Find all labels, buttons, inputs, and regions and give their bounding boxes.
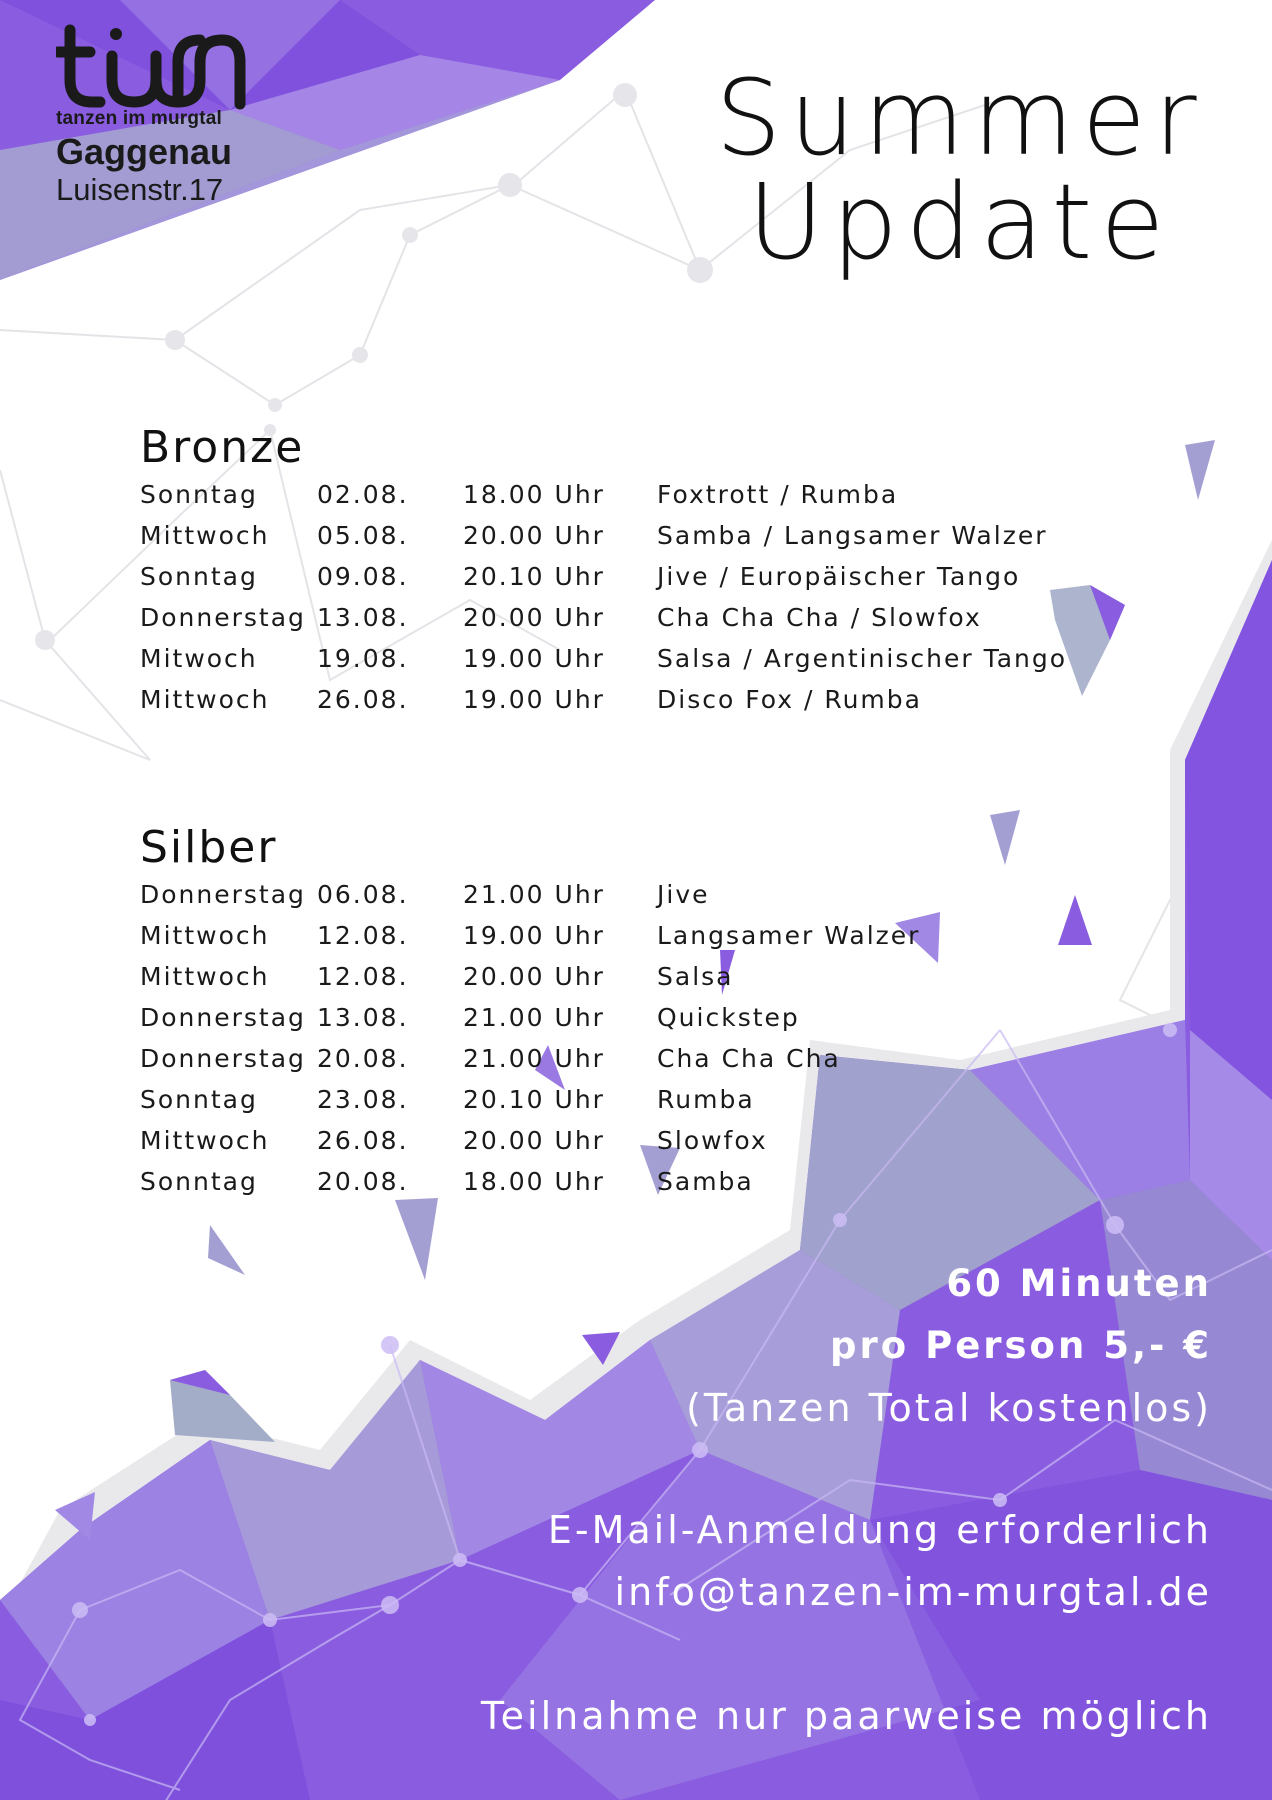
row-time: 21.00 Uhr	[463, 1003, 605, 1032]
silber-heading: Silber	[140, 822, 278, 873]
schedule-row	[140, 562, 1021, 603]
row-date: 19.08.	[317, 644, 409, 673]
row-dance: Samba / Langsamer Walzer	[657, 521, 1048, 550]
bronze-schedule	[140, 420, 1068, 726]
bronze-heading: Bronze	[140, 422, 305, 473]
row-day: Donnerstag	[140, 603, 306, 632]
row-dance: Samba	[657, 1167, 754, 1196]
row-date: 02.08.	[317, 480, 409, 509]
row-date: 12.08.	[317, 921, 409, 950]
signup-text: E-Mail-Anmeldung erforderlich	[547, 1508, 1212, 1552]
row-time: 20.00 Uhr	[463, 1126, 605, 1155]
row-day: Donnerstag	[140, 880, 306, 909]
row-time: 21.00 Uhr	[463, 880, 605, 909]
schedule-row	[140, 480, 899, 521]
schedule-row	[140, 685, 922, 726]
row-time: 18.00 Uhr	[463, 1167, 605, 1196]
row-time: 18.00 Uhr	[463, 480, 605, 509]
schedule-row	[140, 921, 921, 962]
schedule-row	[140, 880, 710, 921]
silber-schedule	[140, 820, 921, 1208]
title-line-2: Update	[747, 161, 1173, 283]
schedule-row	[140, 1126, 768, 1167]
row-day: Mittwoch	[140, 685, 270, 714]
duration-text: 60 Minuten	[946, 1262, 1212, 1305]
row-dance: Cha Cha Cha / Slowfox	[657, 603, 982, 632]
schedule-row	[140, 644, 1068, 685]
row-dance: Jive	[657, 880, 710, 909]
row-date: 26.08.	[317, 1126, 409, 1155]
schedule-row	[140, 521, 1048, 562]
brand-street: Luisenstr.17	[56, 172, 224, 207]
row-time: 19.00 Uhr	[463, 685, 605, 714]
row-day: Sonntag	[140, 1085, 258, 1114]
row-date: 20.08.	[317, 1044, 409, 1073]
schedule-row	[140, 1167, 754, 1208]
row-time: 19.00 Uhr	[463, 644, 605, 673]
row-dance: Salsa	[657, 962, 734, 991]
title-line-1: Summer	[715, 57, 1205, 179]
brand-city: Gaggenau	[56, 131, 233, 172]
row-day: Donnerstag	[140, 1003, 306, 1032]
row-date: 26.08.	[317, 685, 409, 714]
free-note-text: (Tanzen Total kostenlos)	[686, 1386, 1212, 1430]
row-time: 20.00 Uhr	[463, 521, 605, 550]
row-dance: Cha Cha Cha	[657, 1044, 841, 1073]
row-day: Mitwoch	[140, 644, 258, 673]
row-day: Mittwoch	[140, 921, 270, 950]
price-text: pro Person 5,- €	[830, 1324, 1212, 1367]
row-date: 05.08.	[317, 521, 409, 550]
row-dance: Rumba	[657, 1085, 755, 1114]
row-dance: Langsamer Walzer	[657, 921, 921, 950]
row-time: 20.10 Uhr	[463, 562, 605, 591]
row-time: 21.00 Uhr	[463, 1044, 605, 1073]
email-link[interactable]: info@tanzen-im-murgtal.de	[614, 1570, 1212, 1614]
row-date: 23.08.	[317, 1085, 409, 1114]
row-dance: Salsa / Argentinischer Tango	[657, 644, 1068, 673]
schedule-row	[140, 1085, 755, 1126]
bronze-rows	[140, 480, 1068, 726]
brand-tagline: tanzen im murgtal	[56, 108, 222, 129]
row-day: Mittwoch	[140, 1126, 270, 1155]
row-date: 13.08.	[317, 1003, 409, 1032]
row-day: Sonntag	[140, 1167, 258, 1196]
row-date: 20.08.	[317, 1167, 409, 1196]
row-dance: Disco Fox / Rumba	[657, 685, 922, 714]
row-time: 20.00 Uhr	[463, 962, 605, 991]
tim-logo-mark	[56, 22, 246, 112]
schedule-row	[140, 603, 982, 644]
row-dance: Foxtrott / Rumba	[657, 480, 899, 509]
silber-rows	[140, 880, 921, 1208]
schedule-row	[140, 1044, 841, 1085]
row-day: Mittwoch	[140, 521, 270, 550]
row-day: Sonntag	[140, 480, 258, 509]
row-date: 12.08.	[317, 962, 409, 991]
schedule-row	[140, 962, 734, 1003]
schedule-row	[140, 1003, 800, 1044]
page-title	[700, 57, 1220, 283]
row-date: 13.08.	[317, 603, 409, 632]
row-date: 09.08.	[317, 562, 409, 591]
row-time: 19.00 Uhr	[463, 921, 605, 950]
row-time: 20.10 Uhr	[463, 1085, 605, 1114]
row-time: 20.00 Uhr	[463, 603, 605, 632]
brand-logo	[56, 22, 256, 208]
pairs-note-text: Teilnahme nur paarweise möglich	[480, 1694, 1212, 1738]
row-dance: Quickstep	[657, 1003, 800, 1032]
row-dance: Slowfox	[657, 1126, 768, 1155]
row-dance: Jive / Europäischer Tango	[657, 562, 1021, 591]
row-day: Donnerstag	[140, 1044, 306, 1073]
row-day: Sonntag	[140, 562, 258, 591]
row-date: 06.08.	[317, 880, 409, 909]
row-day: Mittwoch	[140, 962, 270, 991]
